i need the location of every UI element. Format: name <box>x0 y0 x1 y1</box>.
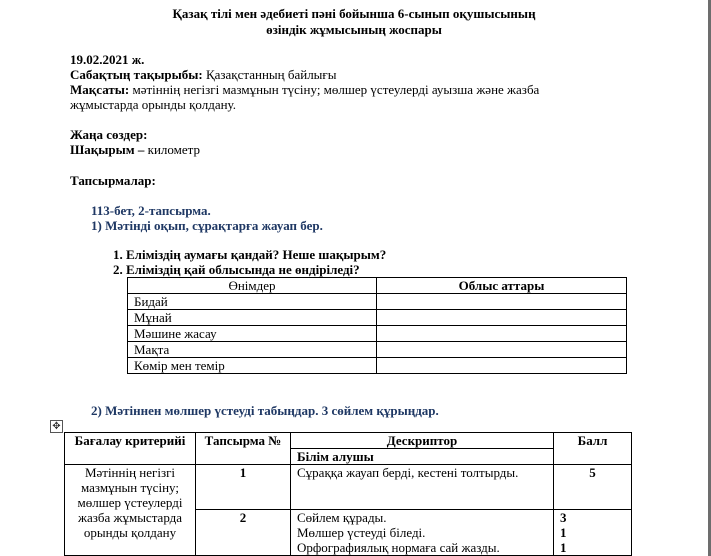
score-col-header: Балл <box>554 433 632 465</box>
learner-subheader: Білім алушы <box>291 449 554 465</box>
topic-value: Қазақстанның байлығы <box>205 67 337 82</box>
table-row <box>128 294 627 310</box>
tasks-label: Тапсырмалар: <box>70 173 156 188</box>
criteria-table <box>64 432 632 556</box>
task-number-cell: 1 <box>196 465 291 510</box>
table-row <box>128 358 627 374</box>
descriptor-item: Орфографиялық нормаға сай жазды. <box>297 540 500 555</box>
descriptor-item: Мөлшер үстеуді біледі. <box>297 525 426 540</box>
new-words-label: Жаңа сөздер: <box>70 127 148 142</box>
score-item: 3 <box>560 510 567 525</box>
task1-heading: 1) Мәтінді оқып, сұрақтарға жауап бер. <box>91 218 323 233</box>
move-handle-icon[interactable]: ✥ <box>50 420 63 433</box>
region-cell[interactable] <box>377 294 627 310</box>
criteria-cell: Мәтіннің негізгі мазмұнын түсіну; мөлшер үстеулерді жазба жұмыстарда орынды қолдану <box>65 465 196 556</box>
region-cell[interactable] <box>377 326 627 342</box>
product-cell: Мақта <box>128 342 377 358</box>
score-item: 1 <box>560 525 567 540</box>
goal-line <box>70 82 539 97</box>
region-cell[interactable] <box>377 310 627 326</box>
descriptor-item: Сөйлем құрады. <box>297 510 387 525</box>
criteria-col-header: Бағалау критерийі <box>65 433 196 465</box>
region-cell[interactable] <box>377 342 627 358</box>
date: 19.02.2021 ж. <box>70 52 145 67</box>
table-row <box>128 342 627 358</box>
score-cell <box>554 510 632 556</box>
task2-heading: 2) Мәтіннен мөлшер үстеуді табыңдар. 3 сөйлем құрыңдар. <box>91 403 439 418</box>
products-col-header: Өнімдер <box>128 278 377 294</box>
task-number-cell: 2 <box>196 510 291 556</box>
score-item: 1 <box>560 540 567 555</box>
table-row <box>65 465 632 510</box>
goal-text: мәтіннің негізгі мазмұнын түсіну; мөлшер үстеулерді ауызша және жазба <box>132 82 540 97</box>
question-1: 1. Еліміздің аумағы қандай? Неше шақырым? <box>113 247 387 262</box>
products-table <box>127 277 627 374</box>
product-cell: Мәшине жасау <box>128 326 377 342</box>
descriptor-cell <box>291 510 554 556</box>
products-header-row <box>128 278 627 294</box>
descriptor-col-header: Дескриптор <box>291 433 554 449</box>
question-2: 2. Еліміздің қай облысында не өндіріледі? <box>113 262 360 277</box>
descriptor-cell: Сұраққа жауап берді, кестені толтырды. <box>291 465 554 510</box>
topic-line <box>70 67 336 82</box>
vocab-term: Шақырым – <box>70 142 145 157</box>
product-cell: Мұнай <box>128 310 377 326</box>
topic-label: Сабақтың тақырыбы: <box>70 67 203 82</box>
table-row <box>128 326 627 342</box>
doc-title-line1: Қазақ тілі мен әдебиеті пәні бойынша 6-сынып оқушысының <box>172 6 536 21</box>
doc-title-line2: өзіндік жұмысының жоспары <box>266 22 442 37</box>
table-row <box>128 310 627 326</box>
product-cell: Көмір мен темір <box>128 358 377 374</box>
task-col-header: Тапсырма № <box>196 433 291 465</box>
goal-label: Мақсаты: <box>70 82 130 97</box>
region-cell[interactable] <box>377 358 627 374</box>
criteria-header-row <box>65 433 632 449</box>
regions-col-header: Облыс аттары <box>377 278 627 294</box>
product-cell: Бидай <box>128 294 377 310</box>
task-reference: 113-бет, 2-тапсырма. <box>91 203 211 218</box>
goal-text-cont: жұмыстарда орынды қолдану. <box>70 97 236 112</box>
vocab-definition: километр <box>147 142 201 157</box>
score-cell: 5 <box>554 465 632 510</box>
vocab-line <box>70 142 200 157</box>
